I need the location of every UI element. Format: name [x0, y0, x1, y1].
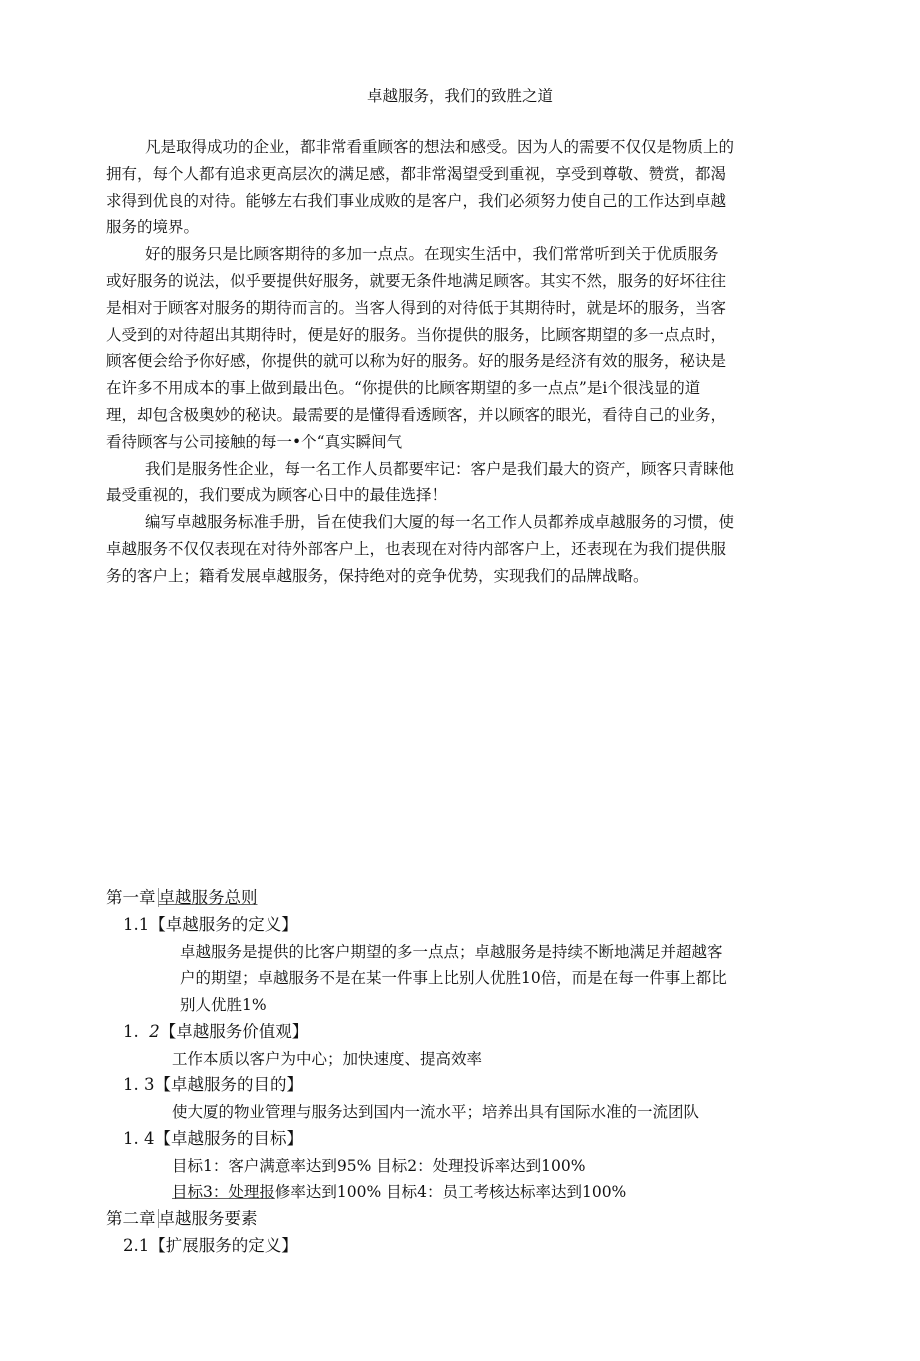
paragraph-line: 在许多不用成本的事上做到最出色。“你提供的比顾客期望的多一点点”是i个很浅显的道: [106, 379, 701, 398]
chapter-2-heading: [106, 1206, 806, 1233]
underlined-text: 目标3：处理报: [172, 1183, 275, 1202]
paragraph-line: 或好服务的说法，似乎要提供好服务，就要无条件地满足顾客。其实不然，服务的好坏往往: [106, 271, 727, 290]
section-1-4-heading: 1. 4【卓越服务的目标】: [123, 1128, 303, 1148]
paragraph-line: 人受到的对待超出其期待时，便是好的服务。当你提供的服务，比顾客期望的多一点点时，: [106, 325, 727, 344]
section-1-1-line: 卓越服务是提供的比客户期望的多一点点；卓越服务是持续不断地满足并超越客: [180, 942, 723, 961]
section-1-2-heading: [106, 1019, 806, 1046]
paragraph-line: 我们是服务性企业，每一名工作人员都要牢记：客户是我们最大的资产，顾客只青睐他: [145, 459, 735, 478]
section-1-4-line: [106, 1179, 806, 1206]
intro-body: [106, 134, 796, 590]
chapter-number: 第一章: [106, 888, 156, 907]
paragraph-line: 看待顾客与公司接触的每一•个“真实瞬间气: [106, 432, 403, 451]
paragraph: [106, 134, 796, 241]
paragraph: [106, 509, 796, 589]
paragraph-line: 编写卓越服务标准手册，旨在使我们大厦的每一名工作人员都养成卓越服务的习惯，使: [145, 513, 735, 532]
chapter-number: 第二章: [106, 1209, 156, 1228]
section-number: 1.: [123, 1021, 139, 1041]
paragraph: [106, 241, 796, 455]
paragraph-line: 最受重视的，我们要成为顾客心日中的最佳选择！: [106, 486, 448, 505]
document-title: 卓越服务，我们的致胜之道: [366, 87, 553, 105]
paragraph-line: 好的服务只是比顾客期待的多加一点点。在现实生活中，我们常常听到关于优质服务: [145, 245, 719, 264]
section-1-3-text: 使大厦的物业管理与服务达到国内一流水平；培养出具有国际水准的一流团队: [172, 1103, 700, 1121]
section-1-4-line: 目标1：客户满意率达到95% 目标2：处理投诉率达到100%: [172, 1156, 586, 1175]
line-text: 修率达到100% 目标4：员工考核达标率达到100%: [274, 1183, 627, 1202]
section-1-1-heading: 1.1【卓越服务的定义】: [123, 914, 298, 934]
chapter-title: 卓越服务总则: [158, 888, 258, 907]
paragraph-line: 务的客户上；籍肴发展卓越服务，保持绝对的竞争优势，实现我们的品牌战略。: [106, 566, 649, 585]
section-2-1-heading: 2.1【扩展服务的定义】: [123, 1235, 298, 1255]
section-1-1-line: 别人优胜1%: [180, 996, 267, 1014]
paragraph-line: 是相对于顾客对服务的期待而言的。当客人得到的对待低于其期待时，就是坏的服务，当客: [106, 298, 727, 317]
paragraph-line: 顾客便会给予你好感，你提供的就可以称为好的服务。好的服务是经济有效的服务，秘诀是: [106, 352, 727, 371]
outline: [106, 885, 806, 1260]
section-1-2-text: 工作本质以客户为中心；加快速度、提高效率: [172, 1049, 483, 1068]
paragraph-line: 凡是取得成功的企业，都非常看重顾客的想法和感受。因为人的需要不仅仅是物质上的: [145, 138, 735, 156]
section-1-1-line: 户的期望；卓越服务不是在某一件事上比别人优胜10倍，而是在每一件事上都比: [180, 969, 727, 988]
paragraph-line: 卓越服务不仅仅表现在对待外部客户上，也表现在对待内部客户上，还表现在为我们提供服: [106, 539, 727, 558]
chapter-1-heading: [106, 885, 806, 912]
section-1-3-heading: 1. 3【卓越服务的目的】: [123, 1075, 303, 1095]
paragraph-line: 理，却包含极奥妙的秘诀。最需要的是懂得看透顾客，并以顾客的眼光，看待自己的业务，: [106, 405, 727, 424]
paragraph-line: 求得到优良的对待。能够左右我们事业成败的是客户，我们必须努力使自己的工作达到卓越: [106, 191, 727, 210]
section-title: 【卓越服务价值观】: [159, 1021, 309, 1041]
paragraph-line: 拥有，每个人都有追求更高层次的满足感，都非常渴望受到重视，享受到尊敬、赞赏，都渴: [106, 164, 727, 183]
paragraph: [106, 456, 796, 510]
paragraph-line: 服务的境界。: [106, 218, 200, 237]
chapter-title: 卓越服务要素: [158, 1209, 258, 1228]
section-number-italic: 2: [149, 1021, 160, 1041]
